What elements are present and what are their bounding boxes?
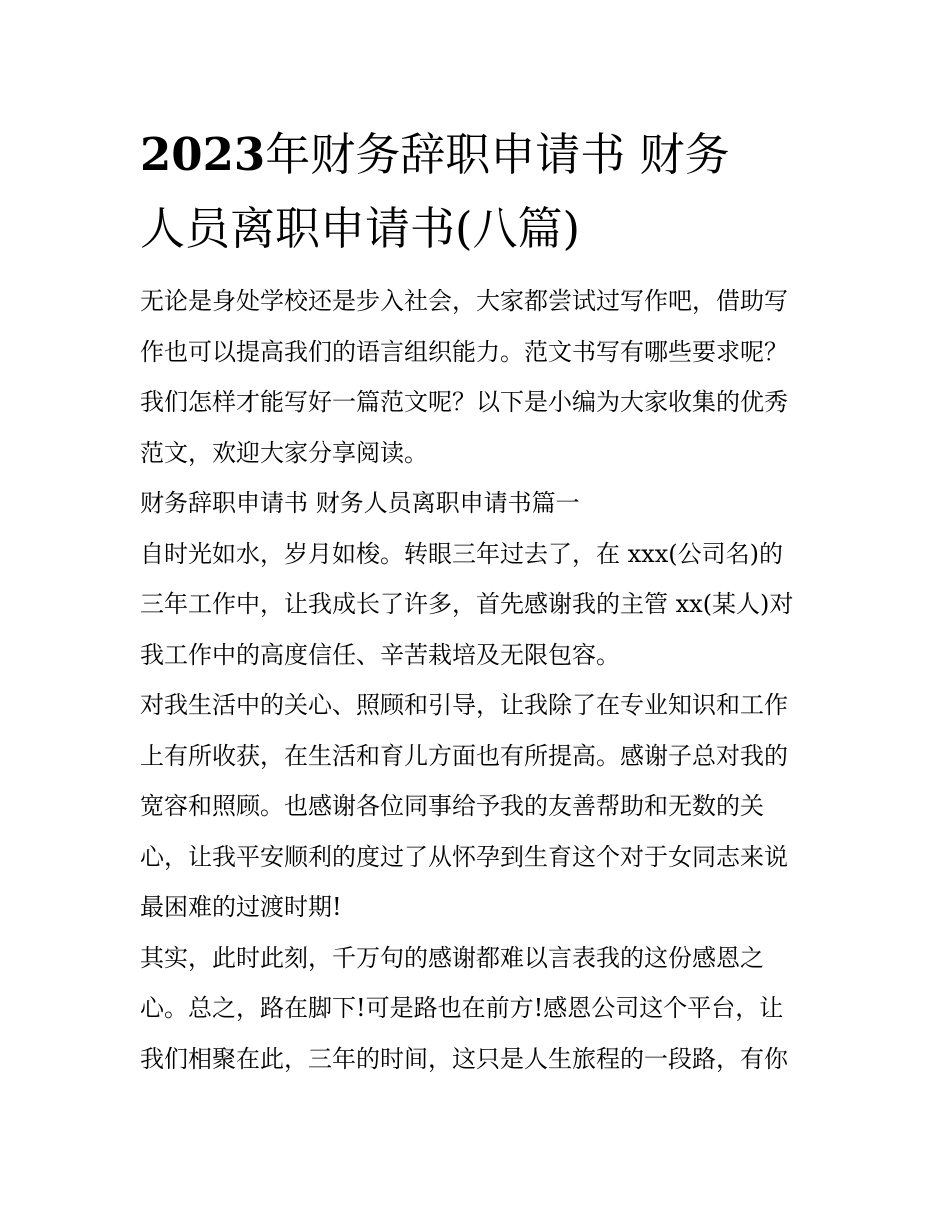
paragraph — [140, 680, 830, 933]
text-line: 我们相聚在此，三年的时间，这只是人生旅程的一段路，有你 — [140, 1044, 788, 1073]
title-year: 2023 — [140, 128, 266, 181]
title-line-1 — [140, 118, 820, 192]
text-line: 无论是身处学校还是步入社会，大家都尝试过写作吧，借助写 — [140, 287, 788, 315]
text-line: 我们怎样才能写好一篇范文呢？以下是小编为大家收集的优秀 — [140, 388, 788, 416]
text-line: 心。总之，路在脚下!可是路也在前方!感恩公司这个平台，让 — [140, 994, 784, 1022]
paragraph — [140, 529, 830, 681]
paragraph-intro — [140, 276, 830, 478]
document-body — [140, 276, 830, 1084]
text-line: 作也可以提高我们的语言组织能力。范文书写有哪些要求呢？ — [140, 337, 788, 366]
title-line-2: 人员离职申请书(八篇) — [140, 202, 581, 255]
text-line: 财务辞职申请书 财务人员离职申请书篇一 — [140, 489, 580, 517]
page-title — [140, 118, 820, 266]
text-line: 范文，欢迎大家分享阅读。 — [140, 438, 428, 467]
text-line: 宽容和照顾。也感谢各位同事给予我的友善帮助和无数的关 — [140, 792, 764, 820]
text-line: 自时光如水，岁月如梭。转眼三年过去了，在 xxx(公司名)的 — [140, 539, 783, 568]
text-line: 最困难的过渡时期! — [140, 893, 342, 921]
text-line: 心，让我平安顺利的度过了从怀孕到生育这个对于女同志来说 — [140, 842, 788, 871]
text-line: 其实，此时此刻，千万句的感谢都难以言表我的这份感恩之 — [140, 943, 764, 972]
text-line: 我工作中的高度信任、辛苦栽培及无限包容。 — [140, 640, 620, 669]
text-line: 三年工作中，让我成长了许多，首先感谢我的主管 xx(某人)对 — [140, 590, 794, 618]
text-line: 对我生活中的关心、照顾和引导，让我除了在专业知识和工作 — [140, 691, 788, 719]
title-line-1-text: 年财务辞职申请书 财务 — [265, 128, 730, 181]
paragraph — [140, 933, 830, 1085]
text-line: 上有所收获，在生活和育儿方面也有所提高。感谢子总对我的 — [140, 741, 788, 770]
section-heading — [140, 478, 830, 529]
